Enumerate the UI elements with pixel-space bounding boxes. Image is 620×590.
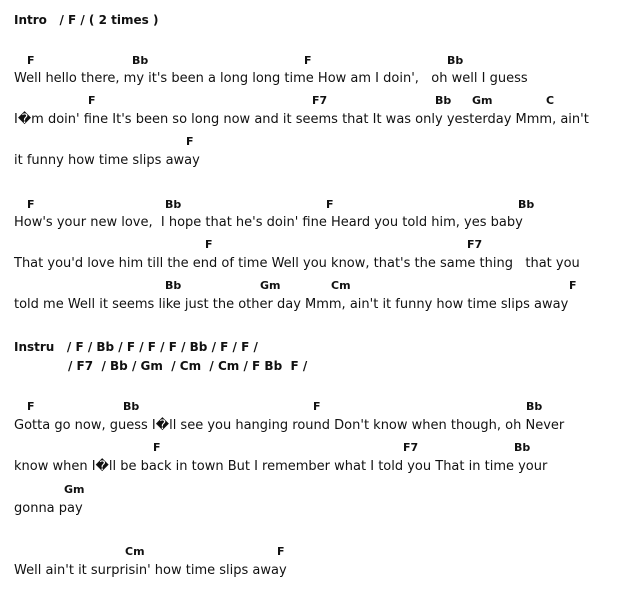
chord: Bb (447, 54, 464, 67)
chord: F (27, 54, 35, 67)
lyric-line: I�m doin' fine It's been so long now and it seems that It was only yesterday Mmm, ain't (14, 112, 589, 127)
chord: F (27, 400, 35, 413)
chord: Bb (518, 198, 535, 211)
lyric-line: That you'd love him till the end of time Well you know, that's the same thing that you (14, 256, 580, 271)
chord: Bb (514, 441, 531, 454)
lyric-line: it funny how time slips away (14, 153, 200, 168)
chord: Gm (260, 279, 281, 292)
chord: Bb (132, 54, 149, 67)
chord: Gm (64, 483, 85, 496)
chord: F (153, 441, 161, 454)
lyric-line: How's your new love, I hope that he's doin' fine Heard you told him, yes baby (14, 215, 523, 230)
chord: Bb (526, 400, 543, 413)
chord: F7 (312, 94, 328, 107)
chord: Bb (123, 400, 140, 413)
chord: Cm (331, 279, 351, 292)
chord: Cm (125, 545, 145, 558)
chord: Gm (472, 94, 493, 107)
lyric-line: Well ain't it surprisin' how time slips away (14, 563, 287, 578)
chord: F (205, 238, 213, 251)
lyric-line: gonna pay (14, 501, 83, 516)
chord: F (27, 198, 35, 211)
chord: Bb (435, 94, 452, 107)
lyric-line: know when I�ll be back in town But I remember what I told you That in time your (14, 459, 548, 474)
chord: F (569, 279, 577, 292)
chord: F (277, 545, 285, 558)
chord: F (88, 94, 96, 107)
lyric-line: Gotta go now, guess I�ll see you hanging round Don't know when though, oh Never (14, 418, 565, 433)
lyric-line: Well hello there, my it's been a long long time How am I doin', oh well I guess (14, 71, 528, 86)
intro-line: Intro / F / ( 2 times ) (14, 13, 159, 27)
lyric-line: told me Well it seems like just the other day Mmm, ain't it funny how time slips away (14, 297, 569, 312)
chord: Bb (165, 279, 182, 292)
instru-line-2: / F7 / Bb / Gm / Cm / Cm / F Bb F / (68, 359, 308, 373)
instru-line-1: Instru / F / Bb / F / F / F / Bb / F / F / (14, 340, 258, 354)
chord: F (186, 135, 194, 148)
chord: Bb (165, 198, 182, 211)
chord: C (546, 94, 555, 107)
chord: F7 (467, 238, 483, 251)
chord: F (326, 198, 334, 211)
chord: F (313, 400, 321, 413)
chord: F (304, 54, 312, 67)
chord: F7 (403, 441, 419, 454)
